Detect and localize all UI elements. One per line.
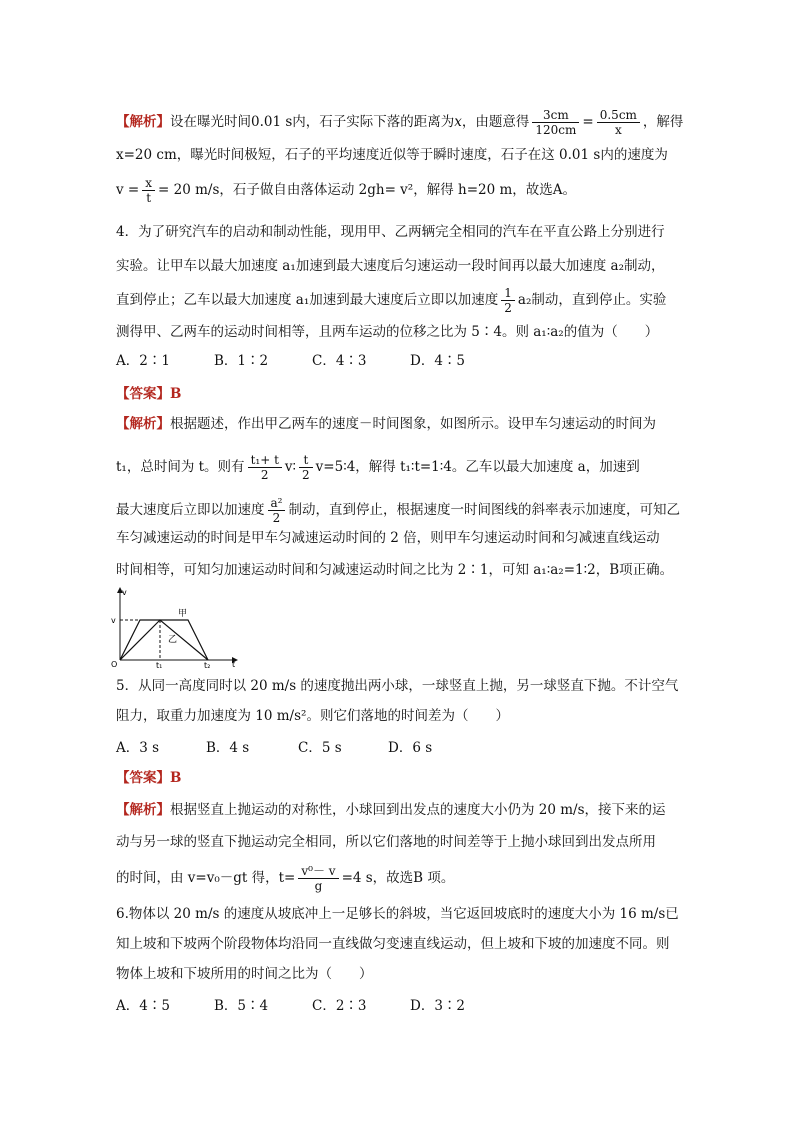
fraction xyxy=(532,108,579,137)
q5-answer: 【答案】B xyxy=(116,770,182,786)
text: 根据竖直上抛运动的对称性，小球回到出发点的速度大小仍为 20 m/s，接下来的运 xyxy=(170,802,666,818)
option-a: A．4∶5 xyxy=(116,998,170,1014)
fraction-numerator: 0.5cm xyxy=(597,108,640,123)
fraction-numerator: v⁰－ v xyxy=(298,864,338,879)
option-d: D．3∶2 xyxy=(410,998,466,1014)
option-d: D．4∶5 xyxy=(410,353,466,369)
text: 设在曝光时间0.01 s内，石子实际下落的距离为 xyxy=(170,114,455,130)
q4-explanation-line-4: 车匀减速运动的时间是甲车匀减速运动时间的 2 倍，则甲车匀速运动时间和匀减速直线运动 xyxy=(116,530,660,546)
text: =4 s，故选B 项。 xyxy=(341,870,455,886)
vmax-label: v xyxy=(111,616,116,625)
fraction xyxy=(299,453,313,482)
option-b: B．4 s xyxy=(206,740,250,756)
text: 的时间，由 v=v₀－gt 得，t= xyxy=(116,870,296,886)
fraction xyxy=(298,864,338,893)
explanation-tag: 【解析】 xyxy=(116,416,170,432)
text: t₁，总时间为 t。则有 xyxy=(116,459,245,475)
q6-stem-line-2: 知上坡和下坡两个阶段物体均沿同一直线做匀变速直线运动，但上坡和下坡的加速度不同。则 xyxy=(116,936,670,952)
jia-line xyxy=(120,620,208,660)
q6-stem-line-1: 6.物体以 20 m/s 的速度从坡底冲上一足够长的斜坡，当它返回坡底时的速度大小为 16 m/s已 xyxy=(116,906,679,922)
q5-explanation-line-2: 动与另一球的竖直下抛运动完全相同，所以它们落地的时间差等于上抛小球回到出发点所用 xyxy=(116,834,656,850)
q5-stem-line-1: 5．从同一高度同时以 20 m/s 的速度抛出两小球，一球竖直上抛，另一球竖直下抛。不计空气 xyxy=(116,678,679,694)
fraction xyxy=(268,496,286,525)
text: v = xyxy=(116,182,140,198)
q4-explanation-line-2 xyxy=(116,453,640,482)
option-c: C．2∶3 xyxy=(312,998,367,1014)
fraction-denominator: 120cm xyxy=(535,123,577,137)
text: 根据题述，作出甲乙两车的速度－时间图象，如图所示。设甲车匀速运动的时间为 xyxy=(170,416,656,432)
var-x: x xyxy=(454,114,462,130)
t1-label: t₁ xyxy=(156,661,163,668)
option-b: B．5∶4 xyxy=(214,998,269,1014)
fraction xyxy=(248,453,282,482)
option-c: C．4∶3 xyxy=(312,353,367,369)
q5-stem-line-2: 阻力，取重力加速度为 10 m/s²。则它们落地的时间差为（ ） xyxy=(116,708,509,724)
fraction xyxy=(142,176,155,205)
text: = 20 m/s，石子做自由落体运动 2gh= v²，解得 h=20 m，故选A。 xyxy=(158,182,577,198)
option-b: B．1∶2 xyxy=(214,353,269,369)
text: ，由题意得 xyxy=(461,114,530,130)
text: v∶ xyxy=(284,459,297,475)
q3-explanation-line-1 xyxy=(116,108,683,137)
fraction-denominator: 2 xyxy=(272,511,281,525)
text: a₂制动，直到停止。实验 xyxy=(517,292,667,308)
fraction xyxy=(501,286,515,315)
q3-explanation-line-3 xyxy=(116,176,576,205)
yi-line xyxy=(120,620,208,660)
equals-sign: = xyxy=(582,114,594,130)
q5-explanation-line-3 xyxy=(116,864,454,893)
fraction-denominator: g xyxy=(314,879,323,893)
q6-options xyxy=(116,996,465,1016)
fraction-denominator: 2 xyxy=(260,468,269,482)
fraction-denominator: 2 xyxy=(504,301,512,315)
velocity-time-graph xyxy=(108,586,238,668)
q6-stem-line-3: 物体上坡和下坡所用的时间之比为（ ） xyxy=(116,966,373,982)
q4-explanation-line-1 xyxy=(116,414,656,434)
q3-explanation-line-2: x=20 cm，曝光时间极短，石子的平均速度近似等于瞬时速度，石子在这 0.01 s内的速度为 xyxy=(116,147,668,163)
text: 最大速度后立即以加速度 xyxy=(116,502,265,518)
fraction-denominator: 2 xyxy=(302,468,310,482)
fraction-numerator: a² xyxy=(268,496,286,511)
t-axis-label: t xyxy=(232,660,236,668)
q4-options xyxy=(116,351,465,371)
q4-stem-line-4: 测得甲、乙两车的运动时间相等，且两车运动的位移之比为 5∶4。则 a₁∶a₂的值为（ ） xyxy=(116,324,659,340)
origin-label: O xyxy=(111,660,118,668)
text: ，解得 xyxy=(642,114,684,130)
text: 制动，直到停止，根据速度一时间图线的斜率表示加速度，可知乙 xyxy=(288,502,680,518)
option-c: C．5 s xyxy=(298,740,342,756)
jia-label: 甲 xyxy=(178,609,188,619)
fraction-numerator: 3cm xyxy=(532,108,579,123)
q4-answer: 【答案】B xyxy=(116,386,182,402)
option-a: A．2∶1 xyxy=(116,353,170,369)
option-a: A．3 s xyxy=(116,740,160,756)
q4-stem-line-2: 实验。让甲车以最大加速度 a₁加速到最大速度后匀速运动一段时间再以最大加速度 a₂制动， xyxy=(116,258,665,274)
text: v=5∶4，解得 t₁∶t=1∶4。乙车以最大加速度 a，加速到 xyxy=(315,459,640,475)
q4-stem-line-3 xyxy=(116,286,666,315)
q4-stem-line-1: 4．为了研究汽车的启动和制动性能，现用甲、乙两辆完全相同的汽车在平直公路上分别进行 xyxy=(116,224,665,240)
fraction-numerator: t₁+ t xyxy=(248,453,282,468)
q5-options xyxy=(116,738,432,758)
option-d: D．6 s xyxy=(388,740,433,756)
text: 直到停止；乙车以最大加速度 a₁加速到最大速度后立即以加速度 xyxy=(116,292,499,308)
fraction-numerator: 1 xyxy=(501,286,515,301)
fraction-denominator: x xyxy=(614,123,622,137)
explanation-tag: 【解析】 xyxy=(116,802,170,818)
t2-label: t₂ xyxy=(204,661,211,668)
q4-explanation-line-5: 时间相等，可知匀加速运动时间和匀减速运动时间之比为 2∶1，可知 a₁∶a₂=1∶2，B项正确。 xyxy=(116,562,674,578)
explanation-tag: 【解析】 xyxy=(116,114,170,130)
fraction xyxy=(597,108,640,137)
v-axis-label: v xyxy=(122,588,127,597)
yi-label: 乙 xyxy=(168,635,178,645)
q4-explanation-line-3 xyxy=(116,496,680,525)
fraction-denominator: t xyxy=(146,191,152,205)
fraction-numerator: x xyxy=(142,176,155,191)
fraction-numerator: t xyxy=(299,453,313,468)
q5-explanation-line-1 xyxy=(116,800,666,820)
